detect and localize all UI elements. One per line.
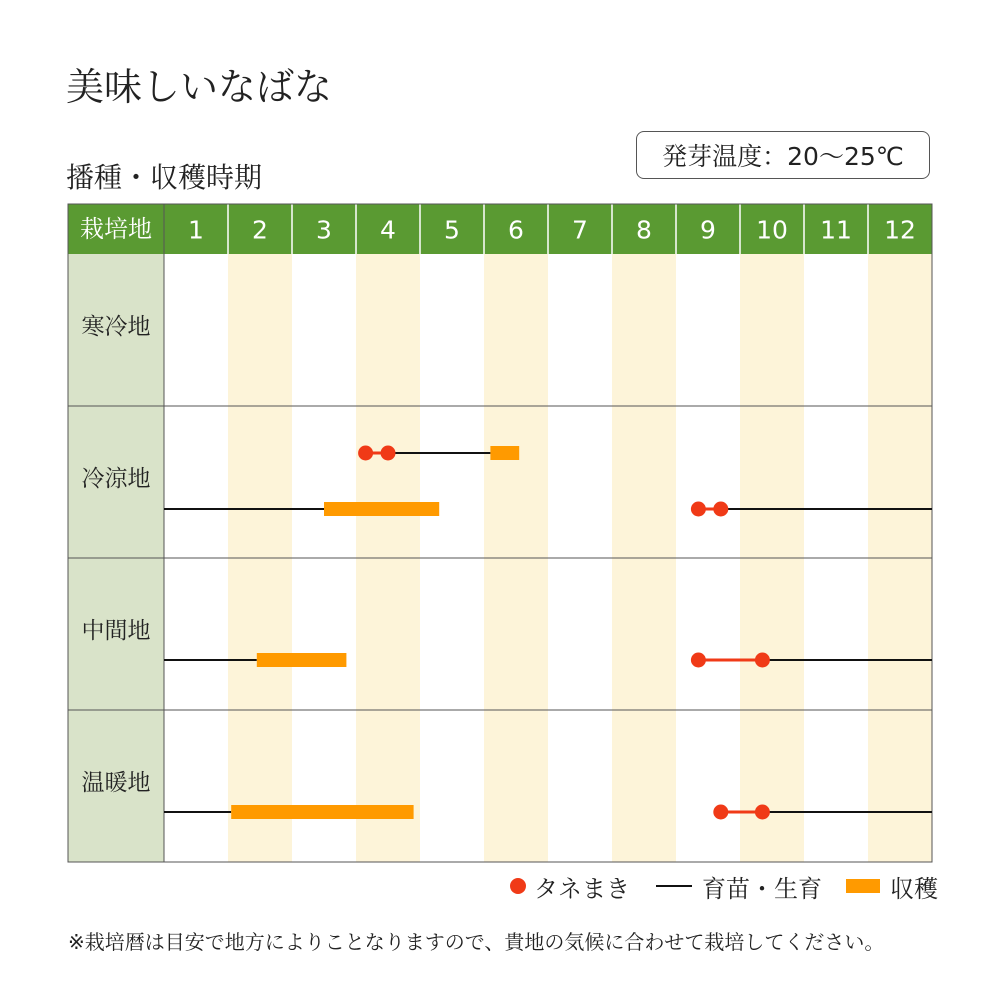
chart-subtitle: 播種・収穫時期 (66, 161, 263, 194)
header-region-label: 栽培地 (80, 215, 152, 243)
month-label-4: 4 (380, 215, 396, 245)
sowing-start-dot (713, 805, 728, 820)
month-label-3: 3 (316, 215, 332, 245)
legend-growing (656, 868, 822, 904)
region-label: 中間地 (81, 617, 151, 644)
sowing-end-dot (755, 805, 770, 820)
sowing-end-dot (713, 502, 728, 517)
month-label-7: 7 (572, 215, 588, 245)
legend-sowing-label: タネまき (534, 874, 630, 903)
harvest-bar-icon (846, 879, 880, 893)
sowing-end-dot (381, 446, 396, 461)
legend-sowing (510, 868, 630, 904)
growing-line-icon (656, 885, 692, 887)
harvest-period-bar (490, 446, 519, 460)
page-title: 美味しいなばな (66, 65, 333, 109)
sowing-dot-icon (510, 878, 526, 894)
month-label-10: 10 (756, 215, 788, 245)
sowing-start-dot (691, 653, 706, 668)
sowing-end-dot (755, 653, 770, 668)
harvest-period-bar (324, 502, 439, 516)
legend-harvest (846, 868, 938, 904)
month-label-5: 5 (444, 215, 460, 245)
month-label-12: 12 (884, 215, 916, 245)
legend-growing-label: 育苗・生育 (702, 874, 822, 903)
harvest-period-bar (231, 805, 413, 819)
sowing-start-dot (691, 502, 706, 517)
month-label-9: 9 (700, 215, 716, 245)
sowing-start-dot (358, 446, 373, 461)
region-label: 温暖地 (81, 769, 151, 796)
month-label-8: 8 (636, 215, 652, 245)
legend-harvest-label: 収穫 (890, 874, 938, 903)
month-label-11: 11 (820, 215, 852, 245)
harvest-period-bar (257, 653, 347, 667)
month-label-2: 2 (252, 215, 268, 245)
month-label-1: 1 (188, 215, 204, 245)
footnote: ※栽培暦は目安で地方によりことなりますので、貴地の気候に合わせて栽培してください。 (68, 930, 885, 954)
region-label: 冷涼地 (81, 465, 151, 492)
month-label-6: 6 (508, 215, 524, 245)
germination-temperature-badge: 発芽温度：20〜25℃ (636, 131, 930, 179)
region-label: 寒冷地 (81, 313, 151, 340)
